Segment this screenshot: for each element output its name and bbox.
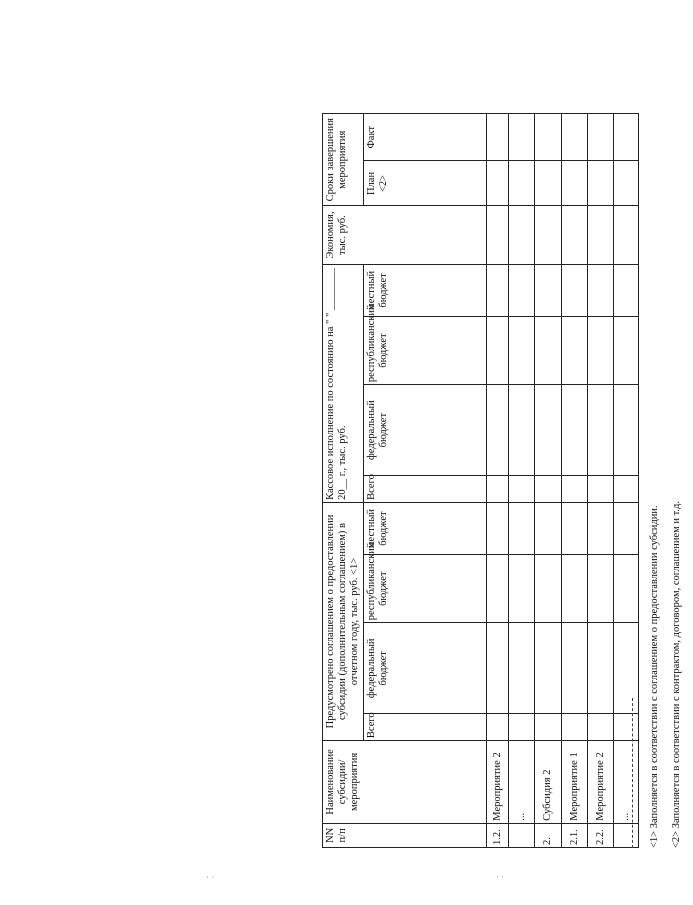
row-number: 2.1. bbox=[562, 823, 588, 847]
header-plan-total: Всего bbox=[364, 714, 487, 741]
footnote-1: <1> Заполняется в соответствии с соглашением о предоставлении субсидии. bbox=[649, 505, 660, 848]
table-row bbox=[487, 114, 509, 848]
row-name: Мероприятие 2 bbox=[487, 741, 509, 824]
rotated-page-content bbox=[322, 113, 682, 848]
row-name: ... bbox=[614, 741, 639, 824]
header-dates: Сроки завершения мероприятия bbox=[323, 114, 364, 206]
table-row bbox=[588, 114, 614, 848]
row-number: 2.2. bbox=[588, 823, 614, 847]
header-cash-group: Кассовое исполнение по состоянию на " " ________ 20__ г., тыс. руб. bbox=[323, 264, 364, 502]
header-cash-republic: республиканский бюджет bbox=[364, 317, 487, 385]
row-name: Субсидия 2 bbox=[535, 741, 562, 824]
table-row bbox=[535, 114, 562, 848]
header-plan-group: Предусмотрено соглашением о предоставлении субсидии (дополнительным соглашением) в отчетном году, тыс. руб. <1> bbox=[323, 502, 364, 740]
header-plan-federal: федеральный бюджет bbox=[364, 623, 487, 714]
header-cash-total: Всего bbox=[364, 476, 487, 503]
scan-mark: · · bbox=[496, 872, 505, 882]
header-plan-local: местный бюджет bbox=[364, 502, 487, 554]
footnote-2: <2> Заполняется в соответствии с контрактом, договором, соглашением и т.д. bbox=[671, 500, 682, 848]
header-date-fact: Факт bbox=[364, 114, 487, 161]
row-name: Мероприятие 1 bbox=[562, 741, 588, 824]
row-number bbox=[509, 823, 535, 847]
header-date-plan: План <2> bbox=[364, 161, 487, 206]
row-number: 2. bbox=[535, 823, 562, 847]
report-table bbox=[322, 113, 639, 848]
scan-mark: · · bbox=[206, 872, 215, 882]
table-row bbox=[562, 114, 588, 848]
table-row bbox=[509, 114, 535, 848]
footnotes bbox=[624, 113, 693, 848]
header-nn: NN п/п bbox=[323, 823, 487, 847]
header-economy: Экономия, тыс. руб. bbox=[323, 206, 487, 264]
row-name: ... bbox=[509, 741, 535, 824]
footnote-rule bbox=[632, 698, 633, 848]
header-plan-republic: республиканский бюджет bbox=[364, 555, 487, 623]
row-name: Мероприятие 2 bbox=[588, 741, 614, 824]
header-cash-federal: федеральный бюджет bbox=[364, 385, 487, 476]
header-cash-local: местный бюджет bbox=[364, 264, 487, 316]
row-number: 1.2. bbox=[487, 823, 509, 847]
header-name: Наименование субсидии/мероприятия bbox=[323, 741, 487, 824]
